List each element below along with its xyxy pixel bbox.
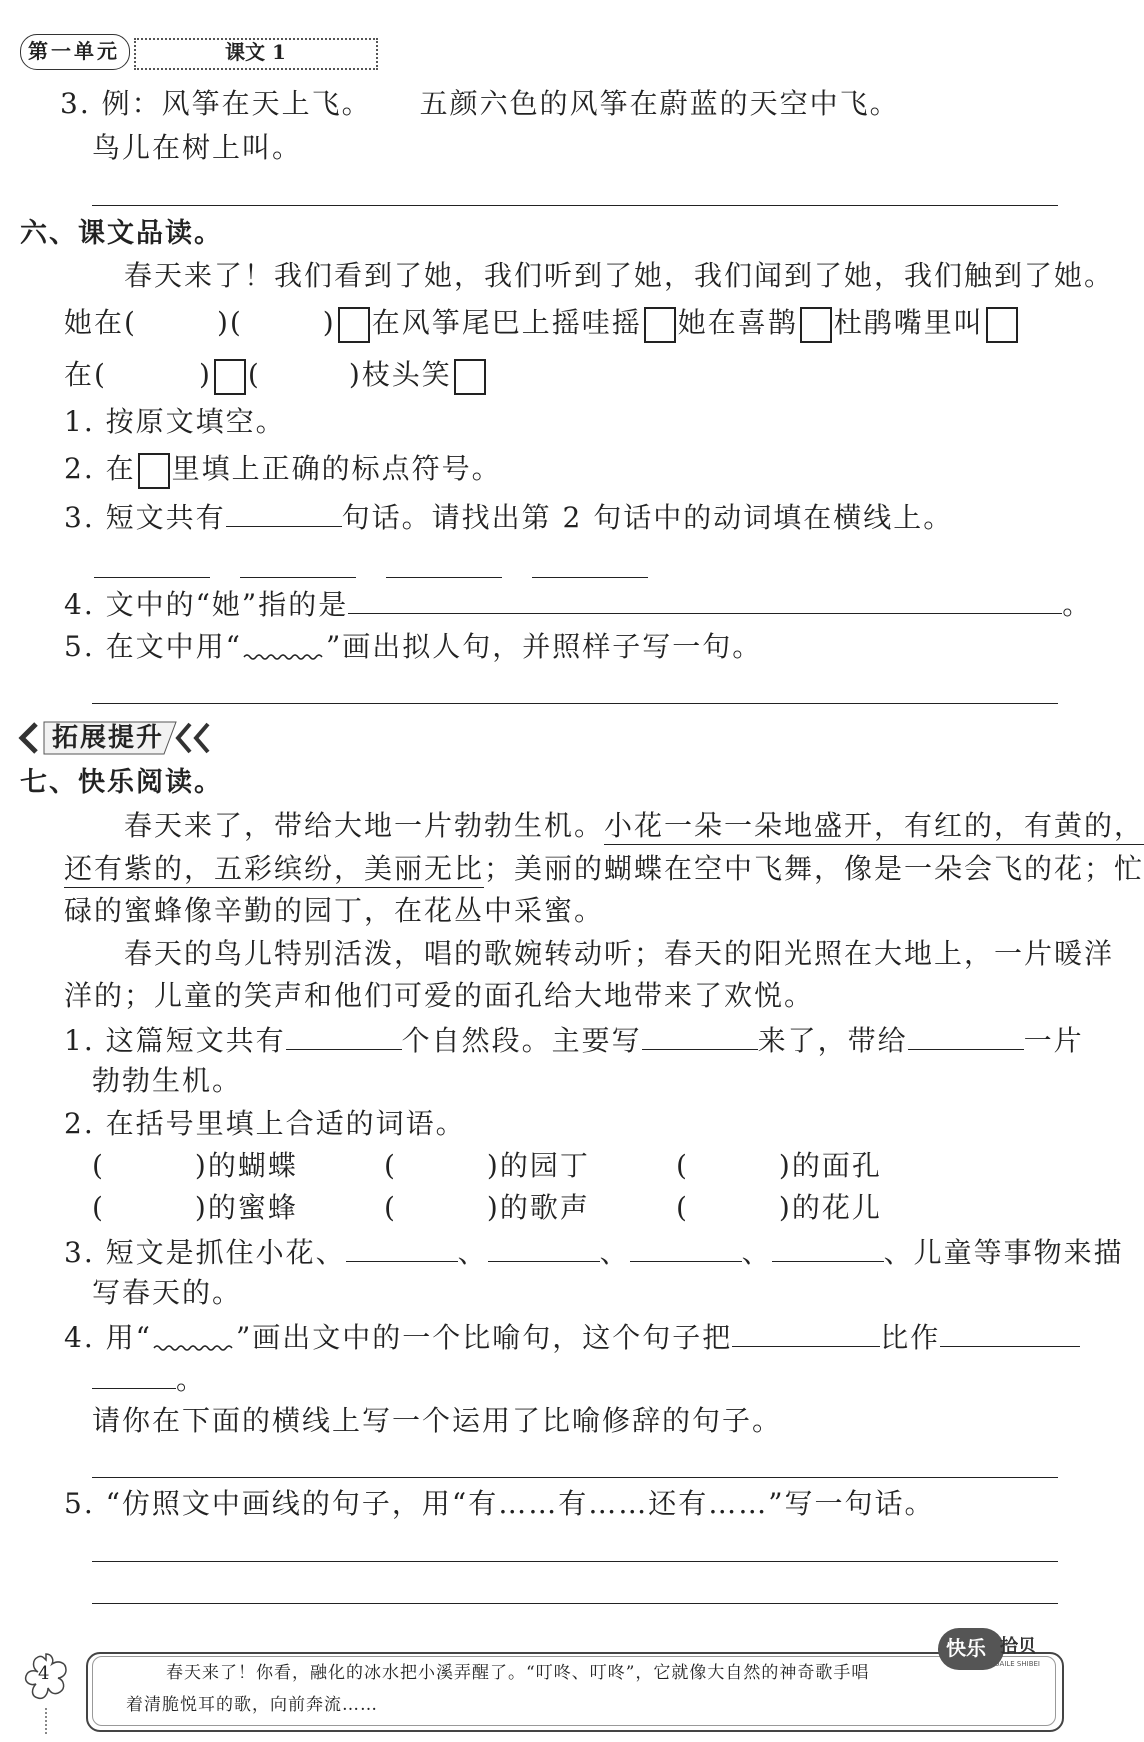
punctuation-box[interactable] [454, 359, 486, 395]
passage-paragraph: 春天来了！我们看到了她，我们听到了她，我们闻到了她，我们触到了她。 [124, 259, 1115, 292]
answer-blank[interactable] [286, 1019, 402, 1050]
text: 3. 短文共有 [64, 501, 226, 534]
banner-label: 拓展提升 [52, 723, 165, 753]
question-6-1: 1. 按原文填空。 [64, 405, 286, 438]
question-6-3 [64, 496, 953, 538]
text: 春天来了，带给大地一片勃勃生机。 [124, 809, 605, 842]
answer-blank[interactable] [732, 1316, 880, 1347]
text: 她在喜鹊 [677, 306, 798, 339]
sentence-prompt: 鸟儿在树上叫。 [92, 131, 303, 164]
reading-line-4: 春天的鸟儿特别活泼，唱的歌婉转动听；春天的阳光照在大地上，一片暖洋 [124, 937, 1115, 970]
punctuation-box[interactable] [644, 307, 676, 343]
question-7-1 [64, 1019, 1084, 1061]
passage-fill-line-1 [64, 303, 1020, 343]
text: 句话。请找出第 2 句话中的动词填在横线上。 [341, 501, 954, 534]
text: )( [216, 306, 243, 339]
word-fill-item[interactable]: ( )的蝴蝶 [92, 1149, 298, 1182]
question-7-4-prompt: 请你在下面的横线上写一个运用了比喻修辞的句子。 [92, 1404, 783, 1437]
unit-label: 第一单元 [28, 39, 120, 63]
word-fill-item[interactable]: ( )的花儿 [676, 1191, 882, 1224]
text: ( [247, 358, 261, 391]
answer-blank[interactable] [772, 1231, 884, 1262]
question-6-4 [64, 583, 1092, 625]
answer-line[interactable] [92, 1561, 1058, 1562]
answer-blank[interactable] [348, 583, 1062, 614]
text: 2. 在 [64, 452, 136, 485]
answer-blank[interactable] [940, 1316, 1080, 1347]
text: 。 [176, 1363, 207, 1396]
text: 、 [741, 1236, 772, 1269]
text: ”画出拟人句，并照样子写一句。 [325, 630, 763, 663]
text: 、儿童等事物来描 [883, 1236, 1124, 1269]
text: ；美丽的蝴蝶在空中飞舞，像是一朵会飞的花；忙 [484, 852, 1144, 885]
brand-name-2: 拾贝 [1000, 1636, 1036, 1657]
wavy-underline-icon [152, 1334, 236, 1354]
word-fill-item[interactable]: ( )的园丁 [384, 1149, 590, 1182]
example-sentence [60, 84, 900, 124]
text: 。 [1062, 588, 1093, 621]
word-fill-item[interactable]: ( )的蜜蜂 [92, 1191, 298, 1224]
answer-line[interactable] [92, 205, 1058, 206]
text: ) [322, 306, 336, 339]
question-7-3 [64, 1231, 1124, 1273]
text: 她在( [64, 306, 137, 339]
answer-blank[interactable] [226, 496, 342, 527]
text: 3. 短文是抓住小花、 [64, 1236, 346, 1269]
text: 4. 用“ [64, 1321, 152, 1354]
text: ) [198, 358, 212, 391]
example-expanded: 五颜六色的风筝在蔚蓝的天空中飞。 [419, 87, 900, 120]
punctuation-box[interactable] [800, 307, 832, 343]
text: 5. 在文中用“ [64, 630, 242, 663]
question-7-1-cont: 勃勃生机。 [92, 1064, 243, 1097]
answer-line[interactable] [92, 703, 1058, 704]
answer-line[interactable] [92, 1603, 1058, 1604]
verb-blank-3[interactable] [386, 577, 502, 578]
text: 比作 [880, 1321, 941, 1354]
text: 一片 [1023, 1024, 1084, 1057]
text: )枝头笑 [348, 358, 452, 391]
dashed-divider [45, 1708, 47, 1734]
answer-line[interactable] [92, 1477, 1058, 1478]
word-fill-item[interactable]: ( )的歌声 [384, 1191, 590, 1224]
tip-text-line-2: 着清脆悦耳的歌，向前奔流…… [126, 1695, 378, 1715]
punctuation-box[interactable] [214, 359, 246, 395]
question-7-3-cont: 写春天的。 [92, 1276, 243, 1309]
section-title-6: 六、课文品读。 [20, 218, 223, 249]
question-7-4 [64, 1316, 1080, 1358]
reading-line-2 [64, 849, 1144, 889]
answer-blank[interactable] [630, 1231, 742, 1262]
brand-name: 快乐 [946, 1636, 986, 1660]
question-7-5: 5. “仿照文中画线的句子，用“有……有……还有……”写一句话。 [64, 1487, 935, 1520]
word-fill-item[interactable]: ( )的面孔 [676, 1149, 882, 1182]
punctuation-box[interactable] [338, 307, 370, 343]
lesson-label: 课文 1 [225, 40, 286, 64]
answer-blank[interactable] [92, 1358, 176, 1389]
verb-blank-2[interactable] [240, 577, 356, 578]
reading-line-5: 洋的；儿童的笑声和他们可爱的面孔给大地带来了欢悦。 [64, 979, 815, 1012]
answer-blank[interactable] [642, 1019, 758, 1050]
answer-blank[interactable] [346, 1231, 458, 1262]
text: 在风筝尾巴上摇哇摇 [371, 306, 642, 339]
punctuation-box[interactable] [986, 307, 1018, 343]
text: 、 [457, 1236, 488, 1269]
verb-blank-4[interactable] [532, 577, 648, 578]
reading-line-1 [124, 806, 1144, 846]
tip-text-line-1: 春天来了！你看，融化的冰水把小溪弄醒了。“叮咚、叮咚”，它就像大自然的神奇歌手唱 [166, 1663, 870, 1683]
question-7-4-cont [92, 1358, 206, 1400]
box-example [138, 453, 170, 489]
question-7-2: 2. 在括号里填上合适的词语。 [64, 1107, 466, 1140]
section-title-7: 七、快乐阅读。 [20, 767, 223, 798]
underlined-sentence: 小花一朵一朵地盛开，有红的，有黄的， [604, 809, 1144, 845]
question-6-2 [64, 449, 502, 489]
answer-blank[interactable] [908, 1019, 1024, 1050]
text: 里填上正确的标点符号。 [171, 452, 502, 485]
verb-blank-1[interactable] [94, 577, 210, 578]
example-text: 3. 例：风筝在天上飞。 [60, 87, 372, 120]
answer-blank[interactable] [488, 1231, 600, 1262]
passage-fill-line-2 [64, 355, 488, 395]
text: 杜鹃嘴里叫 [833, 306, 984, 339]
text: 4. 文中的“她”指的是 [64, 588, 349, 621]
wavy-underline-icon [242, 643, 326, 663]
underlined-sentence: 还有紫的，五彩缤纷，美丽无比 [64, 852, 484, 888]
text: 个自然段。主要写 [401, 1024, 642, 1057]
text: 、 [599, 1236, 630, 1269]
text: ”画出文中的一个比喻句，这个句子把 [235, 1321, 733, 1354]
reading-line-3: 碌的蜜蜂像辛勤的园丁，在花丛中采蜜。 [64, 894, 605, 927]
brand-pinyin: KUAILE SHIBEI [990, 1660, 1040, 1668]
text: 来了，带给 [757, 1024, 908, 1057]
question-6-5 [64, 627, 762, 667]
page-number: 4 [38, 1663, 50, 1684]
text: 1. 这篇短文共有 [64, 1024, 286, 1057]
text: 在( [64, 358, 107, 391]
